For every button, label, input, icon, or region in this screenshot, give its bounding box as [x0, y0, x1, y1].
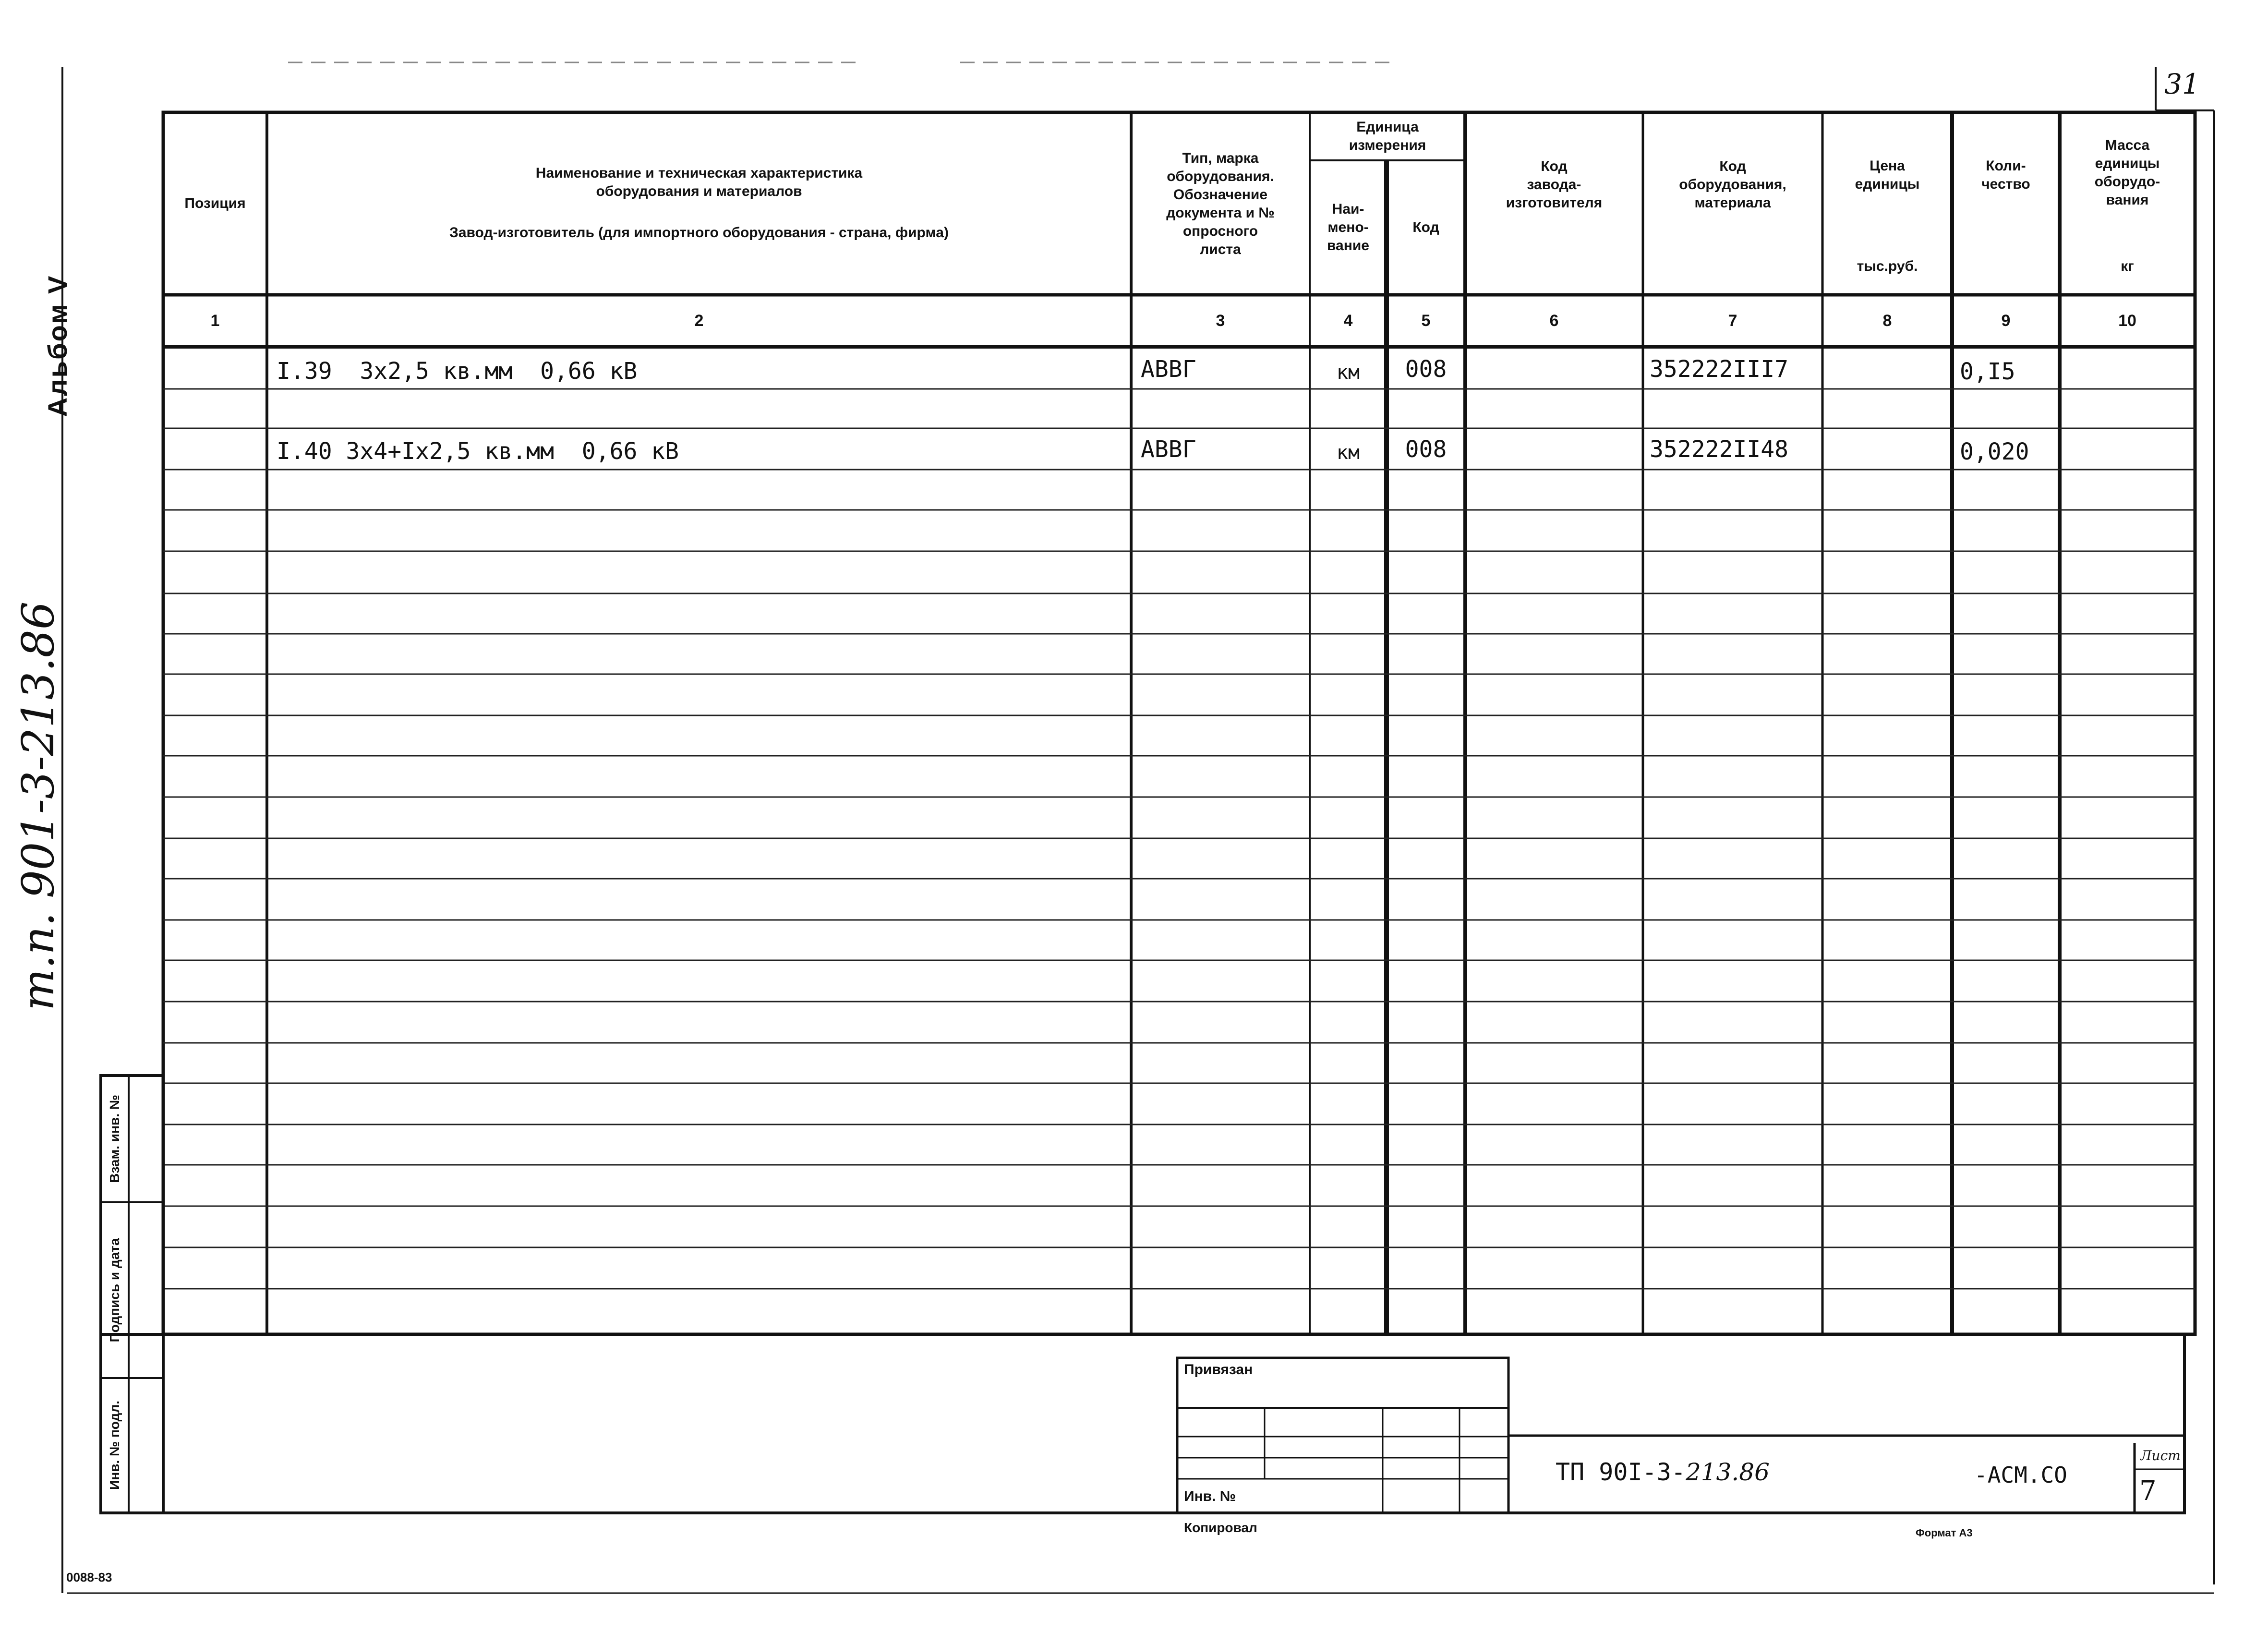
header-manufacturer: Завод-изготовитель (для импортного оборудования - страна, фирма)	[449, 225, 949, 241]
header-plant-code: Код завода- изготовителя	[1506, 158, 1603, 211]
item-unit-code: 008	[1405, 356, 1447, 383]
column-number: 4	[1343, 312, 1353, 330]
header-quantity: Коли- чество	[1981, 158, 2030, 192]
column-number: 2	[694, 312, 704, 330]
header-equipment-code: Код оборудования, материала	[1679, 158, 1786, 211]
copied-label: Копировал	[1184, 1520, 1257, 1535]
inv-number-label: Инв. №	[1184, 1488, 1236, 1504]
designation-prefix: ТП 90I-3-	[1556, 1458, 1686, 1486]
header-unit-code: Код	[1412, 219, 1439, 235]
header-unit-name: Наи- мено- вание	[1327, 201, 1369, 254]
header-position: Позиция	[184, 195, 246, 211]
form-code: 0088-83	[66, 1570, 112, 1584]
privyazan-label: Привязан	[1184, 1362, 1253, 1378]
project-number-handwritten: т.п. 901-3-213.86	[12, 601, 64, 1011]
header-mass: Масса единицы оборудо- вания	[2094, 137, 2160, 208]
column-number: 7	[1728, 312, 1737, 330]
designation-handwritten: 213.86	[1685, 1458, 1770, 1486]
item-quantity: 0,020	[1960, 438, 2029, 465]
item-quantity: 0,I5	[1960, 358, 2015, 385]
header-mass-unit: кг	[2121, 258, 2134, 274]
stamp-field-signature-date: Подпись и дата	[107, 1238, 122, 1342]
item-type: АВВГ	[1141, 356, 1196, 383]
header-price: Цена единицы	[1855, 158, 1920, 192]
album-label: Альбом V	[42, 274, 72, 417]
column-number: 5	[1421, 312, 1431, 330]
header-name: Наименование и техническая характеристика оборудования и материалов	[535, 165, 863, 199]
item-type: АВВГ	[1141, 436, 1196, 463]
format-label: Формат А3	[1916, 1527, 1973, 1539]
item-unit-code: 008	[1405, 436, 1447, 463]
column-number: 6	[1549, 312, 1559, 330]
stamp-field-replaced-inv: Взам. инв. №	[107, 1095, 122, 1183]
column-number: 1	[210, 312, 220, 330]
item-name: I.39 3х2,5 кв.мм 0,66 кВ	[277, 358, 638, 385]
designation-suffix: -АСМ.СО	[1974, 1462, 2067, 1488]
item-equipment-code: 352222III7	[1650, 356, 1788, 383]
header-price-unit: тыс.руб.	[1857, 258, 1918, 274]
sheet-corner-number: 31	[2164, 68, 2200, 100]
item-unit: км	[1336, 442, 1360, 464]
item-equipment-code: 352222II48	[1650, 436, 1788, 463]
sheet-label: Лист	[2140, 1448, 2181, 1463]
column-number: 10	[2118, 312, 2136, 330]
column-number: 9	[2001, 312, 2011, 330]
header-type: Тип, марка оборудования. Обозначение документа и № опросного листа	[1166, 150, 1275, 257]
stamp-field-original-inv: Инв. № подл.	[107, 1401, 122, 1490]
header-unit-group: Единица измерения	[1349, 119, 1426, 153]
document-designation	[1556, 1458, 1770, 1487]
item-name: I.40 3х4+Iх2,5 кв.мм 0,66 кВ	[277, 438, 679, 465]
item-unit: км	[1336, 362, 1360, 384]
column-number: 8	[1882, 312, 1892, 330]
column-number: 3	[1216, 312, 1225, 330]
sheet-number: 7	[2139, 1475, 2157, 1507]
